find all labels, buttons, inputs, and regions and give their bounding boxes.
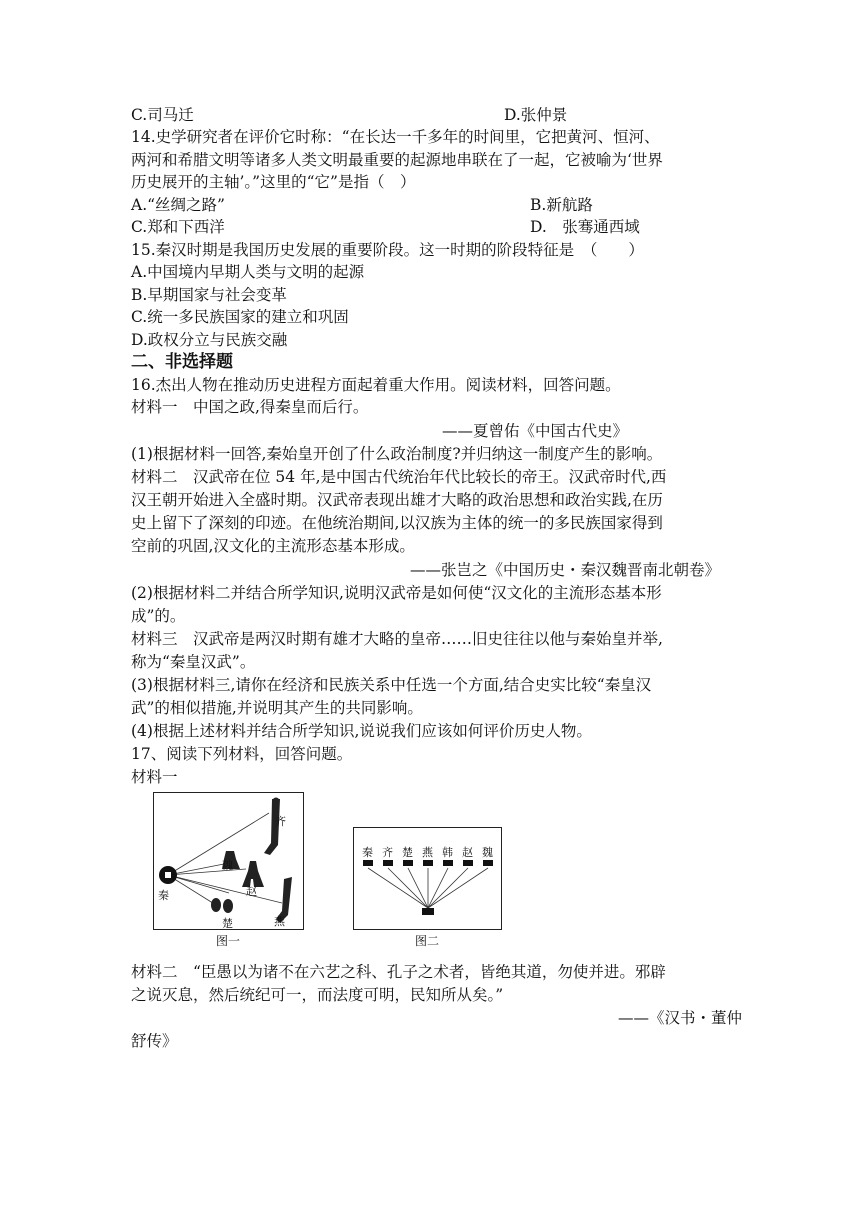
fig2-label-zhao: 赵 xyxy=(462,846,473,859)
q15-option-d[interactable]: D.政权分立与民族交融 xyxy=(131,331,288,349)
q17-material-2-source-line2: 舒传》 xyxy=(131,1032,178,1050)
q16-material-1-source: ——夏曾佑《中国古代史》 xyxy=(441,422,628,440)
q15-option-c[interactable]: C.统一多民族国家的建立和巩固 xyxy=(131,308,349,326)
q17-material-2-source-line1: ——《汉书・董仲 xyxy=(617,1009,742,1027)
q15-stem: 15.秦汉时期是我国历史发展的重要阶段。这一时期的阶段特征是 （ ） xyxy=(131,241,644,259)
q16-material-2-line1: 材料二 汉武帝在位 54 年,是中国古代统治年代比较长的帝王。汉武帝时代,西 xyxy=(131,468,667,486)
q17-material-2-line1: 材料二 “臣愚以为诸不在六艺之科、孔子之术者，皆绝其道，勿使并进。邪辟 xyxy=(131,963,666,981)
chu-ant-nose-coin-icon xyxy=(211,898,233,913)
q16-part-2-line2: 成”的。 xyxy=(131,607,186,625)
q14-option-d[interactable]: D. 张骞通西域 xyxy=(530,218,640,236)
q17-material-1: 材料一 xyxy=(131,768,178,786)
figure-1-caption: 图一 xyxy=(215,934,240,948)
q14-option-a[interactable]: A.“丝绸之路” xyxy=(131,196,225,214)
q16-material-2-line2: 汉王朝开始进入全盛时期。汉武帝表现出雄才大略的政治思想和政治实践,在历 xyxy=(131,491,663,509)
fig2-label-han: 韩 xyxy=(442,846,453,859)
q16-part-1: (1)根据材料一回答,秦始皇开创了什么政治制度?并归纳这一制度产生的影响。 xyxy=(131,445,663,463)
fig2-label-wei: 魏 xyxy=(482,846,493,859)
q15-option-a[interactable]: A.中国境内早期人类与文明的起源 xyxy=(131,263,365,281)
q16-part-3-line2: 武”的相似措施,并说明其产生的共同影响。 xyxy=(131,699,423,717)
section-heading: 二、非选择题 xyxy=(131,352,233,372)
q16-material-3-line1: 材料三 汉武帝是两汉时期有雄才大略的皇帝……旧史往往以他与秦始皇并举, xyxy=(131,630,663,648)
fig2-label-qin: 秦 xyxy=(362,846,373,859)
fig1-label-qin: 秦 xyxy=(158,889,169,902)
q16-material-2-line3: 史上留下了深刻的印迹。在他统治期间,以汉族为主体的统一的多民族国家得到 xyxy=(131,514,663,532)
fig2-label-qi: 齐 xyxy=(382,846,393,859)
q14-stem-line3: 历史展开的主轴’。”这里的“它”是指（ ） xyxy=(131,173,416,191)
q14-option-b[interactable]: B.新航路 xyxy=(530,196,593,214)
q16-material-1: 材料一 中国之政,得秦皇而后行。 xyxy=(131,398,369,416)
q14-options-cd xyxy=(131,216,741,238)
q14-stem-line2: 两河和希腊文明等诸多人类文明最重要的起源地串联在了一起，它被喻为‘世界 xyxy=(131,151,663,169)
fig1-label-zhao: 赵 xyxy=(246,885,257,898)
figure-2-scripts xyxy=(353,827,502,930)
qin-round-coin-icon xyxy=(159,866,177,884)
q15-option-b[interactable]: B.早期国家与社会变革 xyxy=(131,286,287,304)
q16-part-2-line1: (2)根据材料二并结合所学知识,说明汉武帝是如何使“汉文化的主流形态基本形 xyxy=(131,584,662,602)
q16-part-4: (4)根据上述材料并结合所学知识,说说我们应该如何评价历史人物。 xyxy=(131,722,592,740)
figure-1-coins xyxy=(153,792,304,930)
q17-material-2-line2: 之说灭息，然后统纪可一，而法度可明，民知所从矣。” xyxy=(131,986,504,1004)
q13-option-c[interactable]: C.司马迁 xyxy=(131,106,194,124)
q16-part-3-line1: (3)根据材料三,请你在经济和民族关系中任选一个方面,结合史实比较“秦皇汉 xyxy=(131,676,652,694)
q13-options xyxy=(131,104,741,126)
q17-stem: 17、阅读下列材料，回答问题。 xyxy=(131,745,353,763)
fig2-label-chu: 楚 xyxy=(402,846,413,859)
q13-option-d[interactable]: D.张仲景 xyxy=(504,106,568,124)
q14-options-ab xyxy=(131,194,741,216)
q16-material-2-source: ——张岂之《中国历史・秦汉魏晋南北朝卷》 xyxy=(409,561,720,579)
q14-option-c[interactable]: C.郑和下西洋 xyxy=(131,218,225,236)
fig1-label-wei: 魏 xyxy=(222,859,233,872)
q14-stem-line1: 14.史学研究者在评价它时称：“在长达一千多年的时间里，它把黄河、恒河、 xyxy=(131,128,660,146)
fig1-label-qi: 齐 xyxy=(275,815,286,828)
q16-material-3-line2: 称为“秦皇汉武”。 xyxy=(131,653,256,671)
fig2-label-yan: 燕 xyxy=(422,846,433,859)
fig1-label-yan: 燕 xyxy=(274,915,285,928)
q16-stem: 16.杰出人物在推动历史进程方面起着重大作用。阅读材料，回答问题。 xyxy=(131,376,621,394)
fig1-label-chu: 楚 xyxy=(222,917,233,930)
figure-2-caption: 图二 xyxy=(414,934,439,948)
q16-material-2-line4: 空前的巩固,汉文化的主流形态基本形成。 xyxy=(131,537,415,555)
